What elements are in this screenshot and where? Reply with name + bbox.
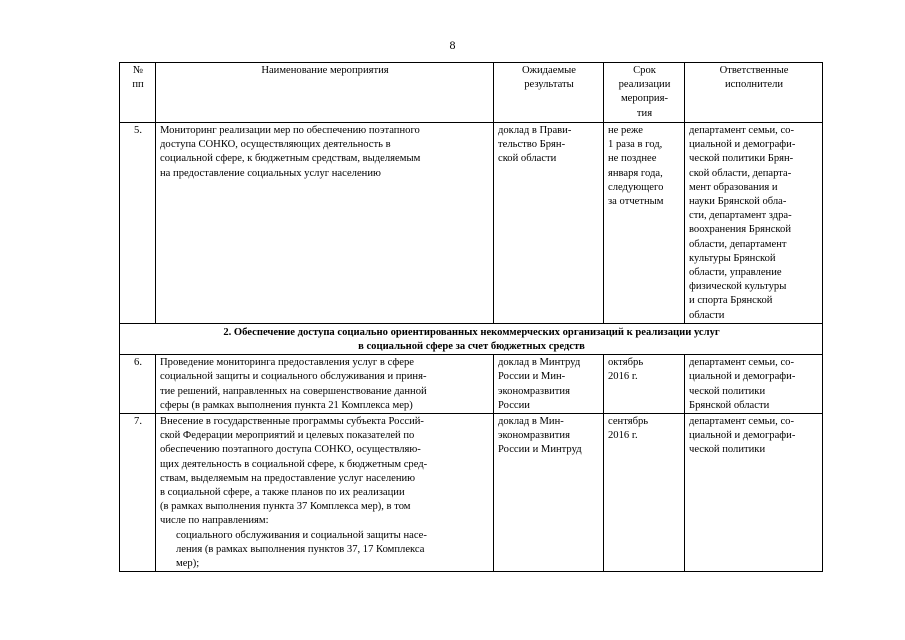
row-activity-name: Мониторинг реализации мер по обеспечению поэтапного доступа СОНКО, осуществляющих деятельность в социальной сфере, к бюджетным средствам, выделяемым на предоставление социальных услуг населению bbox=[156, 123, 494, 324]
row-deadline: октябрь 2016 г. bbox=[604, 355, 685, 414]
row-number: 5. bbox=[120, 123, 156, 324]
table-row bbox=[120, 123, 823, 324]
row-results: доклад в Минтруд России и Мин- экономразвития России bbox=[494, 355, 604, 414]
row-activity-cell bbox=[156, 414, 494, 572]
section-header-row bbox=[120, 323, 823, 354]
row-number: 6. bbox=[120, 355, 156, 414]
section-title: 2. Обеспечение доступа социально ориентированных некоммерческих организаций к реализации услуг в социальной сфере за счет бюджетных средств bbox=[120, 323, 823, 354]
row-responsible: департамент семьи, со- циальной и демографи- ческой политики bbox=[685, 414, 823, 572]
row-responsible: департамент семьи, со- циальной и демографи- ческой политики Брянской области bbox=[685, 355, 823, 414]
row-deadline bbox=[604, 414, 685, 572]
header-results: Ожидаемые результаты bbox=[494, 63, 604, 123]
header-name: Наименование мероприятия bbox=[156, 63, 494, 123]
page-number: 8 bbox=[449, 38, 456, 52]
table-row bbox=[120, 414, 823, 572]
header-deadline: Срок реализации мероприя- тия bbox=[604, 63, 685, 123]
activities-table bbox=[119, 62, 823, 572]
row-responsible: департамент семьи, со- циальной и демографи- ческой политики Брян- ской области, департа- мент образования и науки Брянской обла- сти, департамент здра- воохранения Брянской области, департамент культуры Брянской области, управление физической культуры и спорта Брянской области bbox=[685, 123, 823, 324]
header-responsible: Ответственные исполнители bbox=[685, 63, 823, 123]
row-activity-name: Внесение в государственные программы субъекта Россий- ской Федерации мероприятий и целевых показателей по обеспечению поэтапного доступа СОНКО, осуществляю- щих деятельность в социальной сфере, к бюджетным сред- ствам, выделяемым на предоставление услуг населению в социальной сфере, а также планов по их реализации (в рамках выполнения пункта 37 Комплекса мер), в том числе по направлениям: bbox=[160, 416, 428, 527]
table-header-row bbox=[120, 63, 823, 123]
row-results: доклад в Прави- тельство Брян- ской области bbox=[494, 123, 604, 324]
row-deadline-text: сентябрь 2016 г. bbox=[608, 416, 649, 442]
row-activity-subitem: социального обслуживания и социальной защиты насе- ления (в рамках выполнения пунктов 37, 17 Комплекса мер); bbox=[176, 529, 427, 570]
row-activity-name: Проведение мониторинга предоставления услуг в сфере социальной защиты и социального обслуживания и приня- тие решений, направленных на совершенствование данной сферы (в рамках выполнения пункта 21 Комплекса мер) bbox=[156, 355, 494, 414]
row-number: 7. bbox=[120, 414, 156, 572]
row-results: доклад в Мин- экономразвития России и Минтруд bbox=[494, 414, 604, 572]
row-deadline: не реже 1 раза в год, не позднее января года, следующего за отчетным bbox=[604, 123, 685, 324]
table-row bbox=[120, 355, 823, 414]
header-num: № пп bbox=[120, 63, 156, 123]
